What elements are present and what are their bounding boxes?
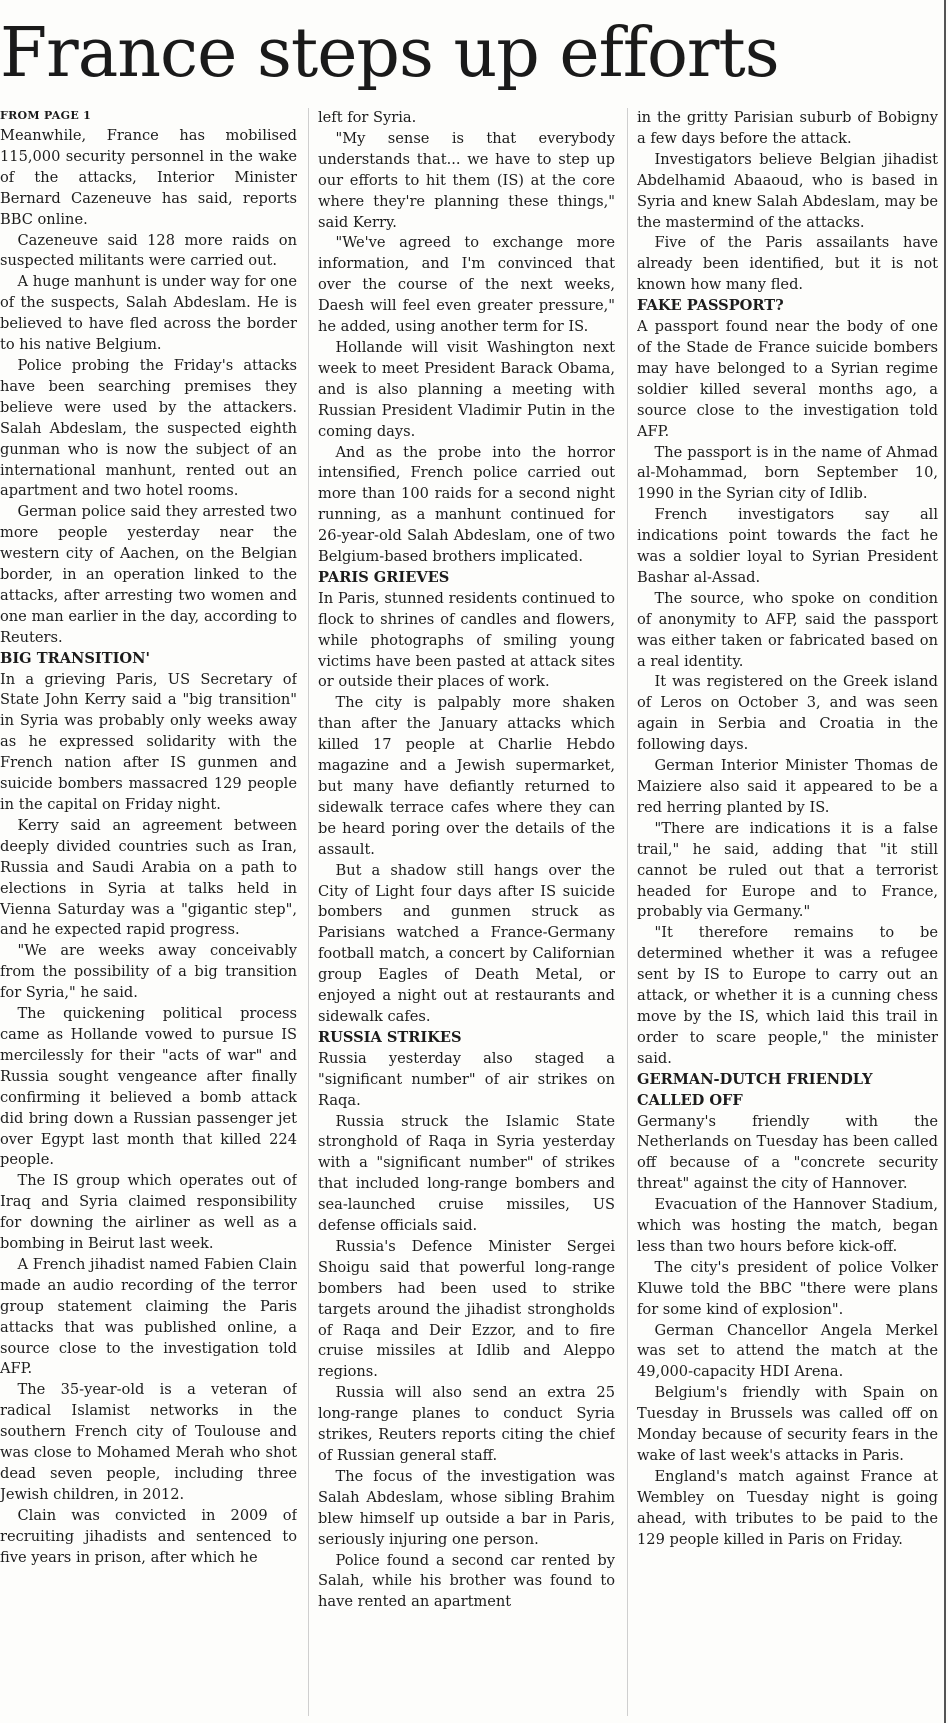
article-paragraph: The quickening political process came as Hollande vowed to pursue IS mercilessly for their "acts of war" and Russia sought vengeance after finally confirming it believed a bomb attack did bring down a Russian passenger jet over Egypt last month that killed 224 people. [0,1005,297,1169]
article-paragraph: Police found a second car rented by Salah, while his brother was found to have rented an apartment [318,1551,615,1611]
article-paragraph: The 35-year-old is a veteran of radical Islamist networks in the southern French city of Toulouse and was close to Mohamed Merah who shot dead seven people, including three Jewish children, in 2012. [0,1381,297,1503]
article-paragraph: England's match against France at Wembley on Tuesday night is going ahead, with tributes to be paid to the 129 people killed in Paris on Friday. [637,1467,938,1548]
headline: France steps up efforts [0,14,779,93]
article-paragraph: Hollande will visit Washington next week to meet President Barack Obama, and is also planning a meeting with Russian President Vladimir Putin in the coming days. [318,338,615,440]
article-paragraph: And as the probe into the horror intensified, French police carried out more than 100 raids for a second night running, as a manhunt continued for 26-year-old Salah Abdeslam, one of two Belgium-based brothers implicated. [318,443,615,566]
article-paragraph: The source, who spoke on condition of anonymity to AFP, said the passport was either taken or fabricated based on a real identity. [637,589,938,670]
section-subheading: GERMAN-DUTCH FRIENDLY CALLED OFF [637,1070,873,1109]
column-body [0,126,297,1569]
article-paragraph: Belgium's friendly with Spain on Tuesday in Brussels was called off on Monday because of security fears in the wake of last week's attacks in Paris. [637,1384,938,1464]
article-paragraph: Russia's Defence Minister Sergei Shoigu said that powerful long-range bombers had been used to strike targets around the jihadist strongholds of Raqa and Deir Ezzor, and to fire cruise missiles at Idlib and Aleppo regions. [318,1237,615,1381]
column-body [637,108,938,1551]
column-divider [308,108,309,1716]
article-paragraph: "We are weeks away conceivably from the possibility of a big transition for Syria," he said. [0,942,297,1002]
kicker-from-page-1: FROM PAGE 1 [0,109,92,122]
article-paragraph: Cazeneuve said 128 more raids on suspected militants were carried out. [0,231,297,270]
article-paragraph: The city is palpably more shaken than after the January attacks which killed 17 people at Charlie Hebdo magazine and a Jewish supermarket, but many have defiantly returned to sidewalk terrace cafes where they can be heard poring over the details of the assault. [318,694,615,858]
column-divider [627,108,628,1716]
article-paragraph: The city's president of police Volker Kluwe told the BBC "there were plans for some kind of explosion". [637,1258,938,1318]
article-paragraph: German Interior Minister Thomas de Maiziere also said it appeared to be a red herring planted by IS. [637,757,938,816]
article-paragraph: A passport found near the body of one of the Stade de France suicide bombers may have belonged to a Syrian regime soldier killed several months ago, a source close to the investigation told AFP. [637,318,938,440]
article-paragraph: Evacuation of the Hannover Stadium, which was hosting the match, began less than two hours before kick-off. [637,1196,938,1255]
article-paragraph: Investigators believe Belgian jihadist Abdelhamid Abaaoud, who is based in Syria and knew Salah Abdeslam, may be the mastermind of the attacks. [637,150,938,231]
article-paragraph: Russia struck the Islamic State stronghold of Raqa in Syria yesterday with a "significant number" of strikes that included long-range bombers and sea-launched cruise missiles, US defense officials said. [318,1112,615,1235]
column-body [318,108,615,1613]
section-subheading: RUSSIA STRIKES [318,1028,462,1046]
section-subheading: BIG TRANSITION' [0,649,150,667]
article-column-3 [637,108,938,1716]
article-paragraph: Russia will also send an extra 25 long-range planes to conduct Syria strikes, Reuters reports citing the chief of Russian general staff. [318,1384,615,1464]
article-paragraph: Meanwhile, France has mobilised 115,000 security personnel in the wake of the attacks, Interior Minister Bernard Cazeneuve has said, reports BBC online. [0,127,297,228]
article-paragraph: German Chancellor Angela Merkel was set to attend the match at the 49,000-capacity HDI Arena. [637,1321,938,1381]
article-column-2 [318,108,615,1716]
article-paragraph: German police said they arrested two more people yesterday near the western city of Aachen, on the Belgian border, in an operation linked to the attacks, after arresting two women and one man earlier in the day, according to Reuters. [0,503,297,646]
section-subheading: FAKE PASSPORT? [637,297,784,315]
article-paragraph: Five of the Paris assailants have already been identified, but it is not known how many fled. [637,234,938,294]
article-paragraph: "It therefore remains to be determined whether it was a refugee sent by IS to Europe to carry out an attack, or whether it is a cunning chess move by the IS, which laid this trail in order to scare people," the minister said. [637,924,938,1067]
article-paragraph: Kerry said an agreement between deeply divided countries such as Iran, Russia and Saudi Arabia on a path to elections in Syria at talks held in Vienna Saturday was a "gigantic step", and he expected rapid progress. [0,816,297,939]
article-paragraph: A French jihadist named Fabien Clain made an audio recording of the terror group statement claiming the Paris attacks that was published online, a source close to the investigation told AFP. [0,1255,297,1378]
article-paragraph: In Paris, stunned residents continued to flock to shrines of candles and flowers, while photographs of smiling young victims have been pasted at attack sites or outside their places of work. [318,589,615,691]
article-paragraph: Germany's friendly with the Netherlands on Tuesday has been called off because of a "concrete security threat" against the city of Hannover. [637,1112,938,1193]
article-paragraph: in the gritty Parisian suburb of Bobigny a few days before the attack. [637,109,938,147]
page-edge-border [944,0,946,1723]
article-paragraph: "My sense is that everybody understands that... we have to step up our efforts to hit them (IS) at the core where they're planning these things," said Kerry. [318,129,615,231]
article-paragraph: The focus of the investigation was Salah Abdeslam, whose sibling Brahim blew himself up outside a bar in Paris, seriously injuring one person. [318,1467,615,1548]
article-paragraph: But a shadow still hangs over the City of Light four days after IS suicide bombers and gunmen struck as Parisians watched a France-Germany football match, a concert by Californian group Eagles of Death Metal, or enjoyed a night out at restaurants and sidewalk cafes. [318,861,615,1025]
article-paragraph: Clain was convicted in 2009 of recruiting jihadists and sentenced to five years in prison, after which he [0,1506,297,1566]
article-paragraph: left for Syria. [318,109,417,126]
article-paragraph: Russia yesterday also staged a "significant number" of air strikes on Raqa. [318,1049,615,1109]
article-paragraph: French investigators say all indications point towards the fact he was a soldier loyal to Syrian President Bashar al-Assad. [637,506,938,586]
article-paragraph: In a grieving Paris, US Secretary of State John Kerry said a "big transition" in Syria was probably only weeks away as he expressed solidarity with the French nation after IS gunmen and suicide bombers massacred 129 people in the capital on Friday night. [0,670,297,813]
article-paragraph: The passport is in the name of Ahmad al-Mohammad, born September 10, 1990 in the Syrian city of Idlib. [637,443,938,503]
section-subheading: PARIS GRIEVES [318,568,450,586]
article-column-1 [0,108,297,1716]
article-paragraph: "We've agreed to exchange more information, and I'm convinced that over the course of the next weeks, Daesh will feel even greater pressure," he added, using another term for IS. [318,234,615,336]
article-paragraph: The IS group which operates out of Iraq and Syria claimed responsibility for downing the airliner as well as a bombing in Beirut last week. [0,1172,297,1253]
article-paragraph: A huge manhunt is under way for one of the suspects, Salah Abdeslam. He is believed to have fled across the border to his native Belgium. [0,273,297,354]
article-paragraph: "There are indications it is a false trail," he said, adding that "it still cannot be ruled out that a terrorist headed for Europe and to France, probably via Germany." [637,819,938,921]
article-paragraph: It was registered on the Greek island of Leros on October 3, and was seen again in Serbia and Croatia in the following days. [637,673,938,754]
article-paragraph: Police probing the Friday's attacks have been searching premises they believe were used by the attackers. Salah Abdeslam, the suspected eighth gunman who is now the subject of an international manhunt, rented out an apartment and two hotel rooms. [0,356,297,500]
